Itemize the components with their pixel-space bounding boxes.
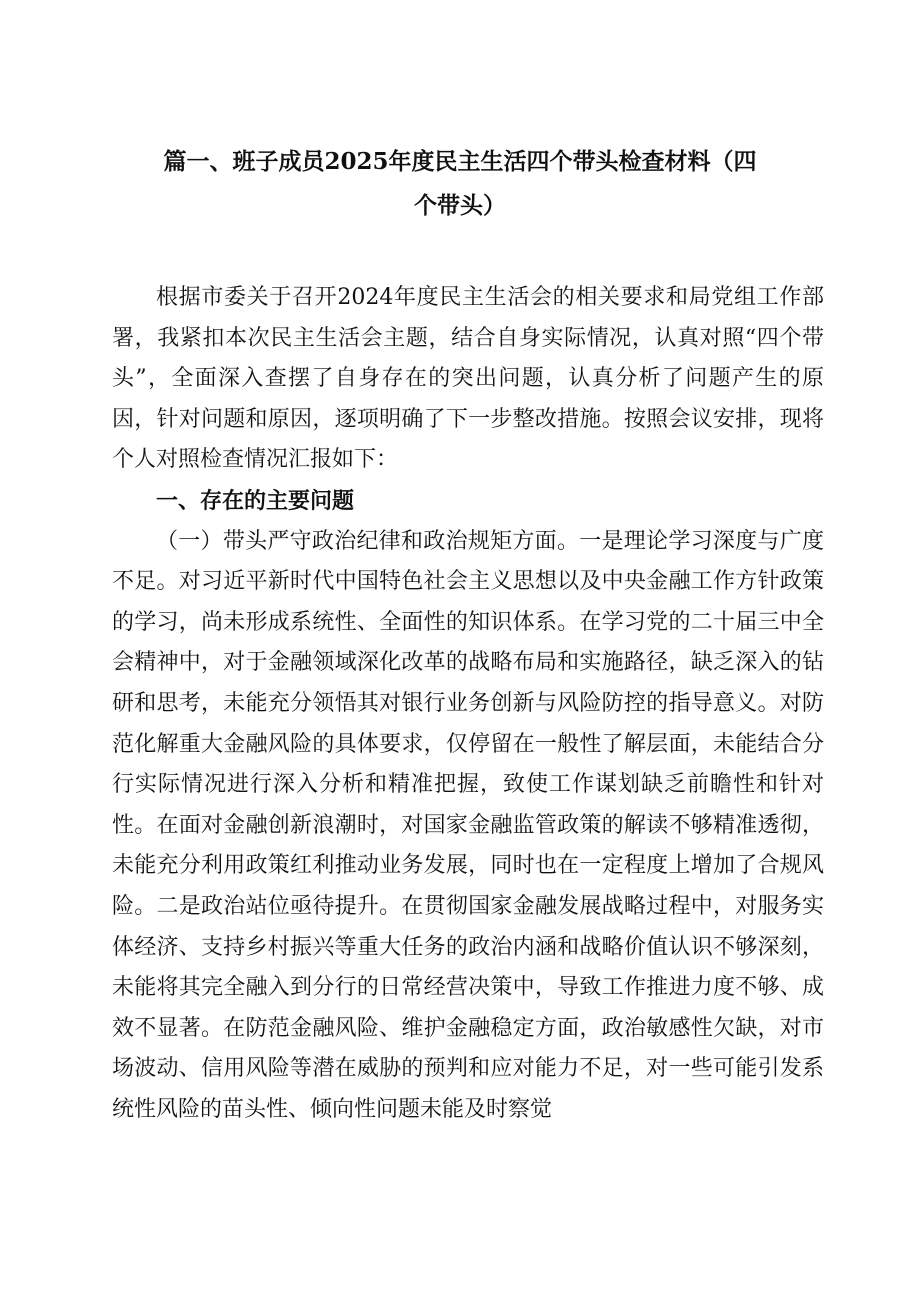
section-heading-main-issues: 一、存在的主要问题 [156, 487, 355, 514]
section-paragraph-political-discipline: （一）带头严守政治纪律和政治规矩方面。一是理论学习深度与广度不足。对习近平新时代中国特色社会主义思想以及中央金融工作方针政策的学习，尚未形成系统性、全面性的知识体系。在学习党的二十届三中全会精神中，对于金融领域深化改革的战略布局和实施路径，缺乏深入的钻研和思考，未能充分领悟其对银行业务创新与风险防控的指导意义。对防范化解重大金融风险的具体要求，仅停留在一般性了解层面，未能结合分行实际情况进行深入分析和精准把握，致使工作谋划缺乏前瞻性和针对性。在面对金融创新浪潮时，对国家金融监管政策的解读不够精准透彻，未能充分利用政策红利推动业务发展，同时也在一定程度上增加了合规风险。二是政治站位亟待提升。在贯彻国家金融发展战略过程中，对服务实体经济、支持乡村振兴等重大任务的政治内涵和战略价值认识不够深刻，未能将其完全融入到分行的日常经营决策中，导致工作推进力度不够、成效不显著。在防范金融风险、维护金融稳定方面，政治敏感性欠缺，对市场波动、信用风险等潜在威胁的预判和应对能力不足，对一些可能引发系统性风险的苗头性、倾向性问题未能及时察觉 [112, 528, 824, 1122]
document-title-line-1: 篇一、班子成员2025年度民主生活四个带头检查材料（四 [163, 148, 757, 175]
document-body [112, 278, 824, 1130]
intro-paragraph: 根据市委关于召开2024年度民主生活会的相关要求和局党组工作部署，我紧扣本次民主生活会主题，结合自身实际情况，认真对照“四个带头”，全面深入查摆了自身存在的突出问题，认真分析了问题产生的原因，针对问题和原因，逐项明确了下一步整改措施。按照会议安排，现将个人对照检查情况汇报如下： [112, 285, 824, 473]
document-title-line-2: 个带头） [414, 192, 506, 219]
document-title [112, 140, 808, 228]
